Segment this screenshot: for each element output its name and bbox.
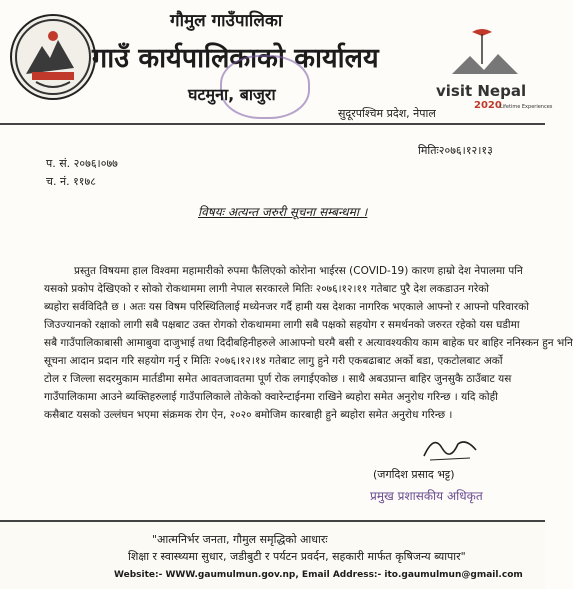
body-line: ब्यहोरा सर्वविदितै छ । अतः यस विषम परिस्थितिलाई मध्येनजर गर्दै हामी यस देशका नागरिक भएकाले आफ्नो र आफ्नो परिवारको <box>44 301 529 313</box>
body-line: प्रस्तुत विषयमा हाल विश्वमा महामारीको रुपमा फैलिएको कोरोना भाईरस (COVID-19) कारण हाम्रो देश नेपालमा पनि <box>74 265 523 277</box>
body-line: कसैबाट यसको उल्लंघन भएमा संक्रमक रोग ऐन, २०२० बमोजिम कारबाही हुने ब्यहोरा समेत अनुरोध गरिन्छ । <box>44 409 453 421</box>
footer-priorities: शिक्षा र स्वास्थ्यमा सुधार, जडीबुटी र पर्यटन प्रवर्दन, सहकारी मार्फत कृषिजन्य ब्यापार" <box>128 550 466 563</box>
body-line: टोल र जिल्ला सदरमुकाम मार्तडीमा समेत आवतजावतमा पूर्ण रोक लगाईएकोछ । साथै अबउप्रान्त बाहिर जुनसुकै ठाउँबाट यस <box>44 373 512 385</box>
reference-ps: प. सं. २०७६।०७७ <box>46 157 118 170</box>
signatory-designation: प्रमुख प्रशासकीय अधिकृत <box>370 489 483 503</box>
visit-nepal-logo <box>432 26 553 114</box>
province-line: सुदूरपश्चिम प्रदेश, नेपाल <box>338 107 436 120</box>
logo-year: 2020 <box>474 100 502 111</box>
header-divider <box>0 123 545 125</box>
letter-subject: विषयः अत्यन्त जरुरी सूचना सम्बन्धमा । <box>198 205 368 219</box>
body-line: यसको प्रकोप देखिएको र सोको रोकथाममा लागी नेपाल सरकारले मितिः २०७६।१२।११ गतेबाट पुरै देश लकडाउन गरेको <box>44 283 490 295</box>
footer-motto: "आत्मनिर्भर जनता, गौमुल समृद्धिको आधारः <box>152 533 328 546</box>
signature-mark <box>420 430 480 468</box>
body-line: गाउँपालिकामा आउने ब्यक्तिहरुलाई गाउँपालिकाले तोकेको क्वारेन्टाईनमा राखिने ब्यहोरा समेत अनुरोध गरिन्छ । यदि कोही <box>44 391 498 403</box>
logo-title: visit Nepal <box>436 82 527 100</box>
signatory-name: (जगदिश प्रसाद भट्ट) <box>373 468 455 481</box>
office-location: घटमुना, बाजुरा <box>188 85 276 104</box>
footer-contact: Website:- WWW.gaumulmun.gov.np, Email Address:- ito.gaumulmun@gmail.com <box>114 570 523 580</box>
letter-body <box>44 262 573 424</box>
reference-chn: च. नं. ११७८ <box>46 175 96 188</box>
municipality-name: गौमुल गाउँपालिका <box>170 11 283 31</box>
body-line: सूचना आदान प्रदान गरि सहयोग गर्नु र मितिः २०७६।१२।१४ गतेबाट लागु हुने गरी एकबढाबाट अर्को बडा, एकटोलबाट अर्को <box>44 355 503 367</box>
nepal-emblem <box>10 14 96 100</box>
body-line: सबै गाउँपालिकाबासी आमाबुवा दाजुभाई तथा दिदीबहिनीहरुले आआफ्नो घरमै बसी र अत्यावश्यकीय काम बाहेक घर बाहिर ननिस्कन हुन भनि <box>44 337 573 349</box>
body-line: जिउज्यानको रक्षाको लागी सबै पक्षबाट उक्त रोगको रोकथाममा लागी सबै पक्षको सहयोग र समर्थनको जरुरत रहेको यस घडीमा <box>44 319 520 331</box>
office-title: गाउँ कार्यपालिकाको कार्यालय <box>92 43 379 74</box>
logo-tagline: Lifetime Experiences <box>500 104 553 110</box>
letter-date: मितिः२०७६।१२।१३ <box>418 144 493 157</box>
